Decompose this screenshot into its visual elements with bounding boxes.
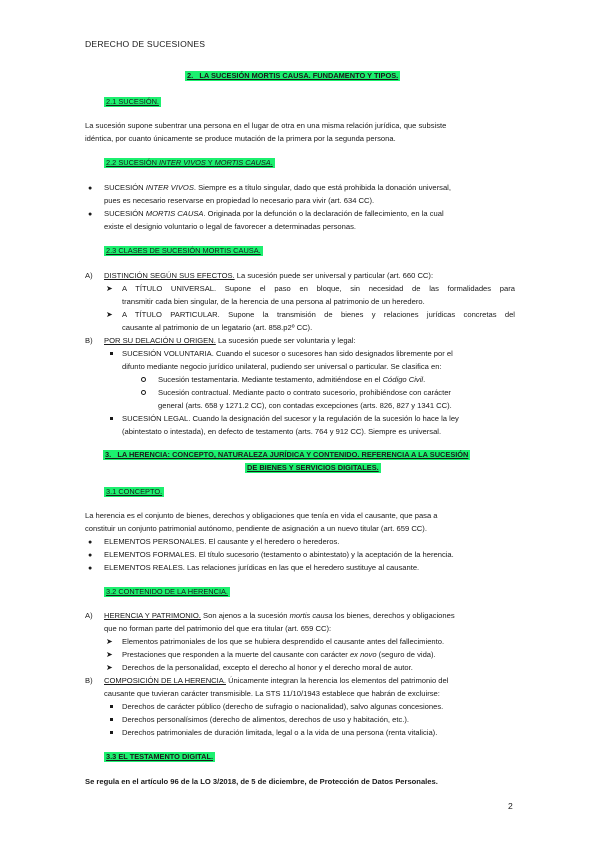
- item-delacion-origen: [104, 336, 356, 347]
- text: . Originada por la defunción o la declaración de fallecimiento, en la cual: [203, 209, 444, 218]
- list-marker-b: B): [85, 336, 93, 345]
- item-text: los bienes, derechos y obligaciones: [332, 611, 455, 620]
- elementos-formales: ELEMENTOS FORMALES. El título sucesorio (testamento o abintestato) y la aceptación de la herencia.: [104, 550, 454, 559]
- item-distincion-efectos: [104, 271, 433, 282]
- para-2-1-line1: La sucesión supone subentrar una persona en el lugar de otra en una misma relación jurídica, que subsiste: [85, 121, 447, 130]
- bullet-dot-icon: ●: [88, 539, 93, 546]
- item-text: Son ajenos a la sucesión: [200, 611, 290, 620]
- item-heading: COMPOSICIÓN DE LA HERENCIA.: [104, 676, 226, 685]
- title-part: .: [270, 158, 273, 167]
- item-herencia-patrimonio-line2: que no forman parte del patrimonio del que era titular (art. 659 CC):: [104, 624, 332, 633]
- arrow-bullet-icon: ➤: [106, 310, 113, 319]
- item-text-italic: mortis causa: [289, 611, 333, 620]
- sucesion-contractual-line2: general (arts. 658 y 1271.2 CC), con contadas excepciones (arts. 826, 827 y 1341 CC).: [158, 401, 452, 410]
- subsection-3-1-title: 3.1 CONCEPTO.: [106, 487, 163, 496]
- section-3-title-line2: DE BIENES Y SERVICIOS DIGITALES.: [247, 463, 379, 472]
- square-bullet-icon: [110, 705, 113, 708]
- bullet-inter-vivos: [104, 183, 451, 194]
- text: SUCESIÓN: [104, 183, 146, 192]
- derechos-personalisimos: Derechos personalísimos (derecho de alimentos, derechos de uso y habitación, etc.).: [122, 715, 410, 724]
- text: Prestaciones que responden a la muerte del causante con carácter: [122, 650, 350, 659]
- sucesion-voluntaria-line2: difunto mediante negocio jurídico unilateral, pudiendo ser universal o particular. Se clasifica en:: [122, 362, 442, 371]
- subsection-3-2-title: 3.2 CONTENIDO DE LA HERENCIA.: [106, 587, 228, 596]
- item-heading: HERENCIA Y PATRIMONIO.: [104, 611, 201, 620]
- bullet-dot-icon: ●: [88, 565, 93, 572]
- arrow-bullet-icon: ➤: [106, 663, 113, 672]
- item-text: La sucesión puede ser universal y particular (art. 660 CC):: [234, 271, 434, 280]
- derechos-patrimoniales-limitados: Derechos patrimoniales de duración limitada, legal o a la vida de una persona (renta vitalicia).: [122, 728, 438, 737]
- item-text: Únicamente integran la herencia los elementos del patrimonio del: [225, 676, 449, 685]
- page-number: 2: [508, 801, 513, 811]
- title-italic-inter-vivos: INTER VIVOS: [158, 158, 206, 167]
- sucesion-contractual-line1: Sucesión contractual. Mediante pacto o contrato sucesorio, prohibiéndose con carácter: [158, 388, 451, 397]
- item-text: La sucesión puede ser voluntaria y legal:: [215, 336, 356, 345]
- title-italic-mortis-causa: MORTIS CAUSA: [214, 158, 271, 167]
- subsection-2-1-title: 2.1 SUCESIÓN.: [106, 97, 159, 106]
- bullet-inter-vivos-line2: pues es necesario reservarse en propiedad lo necesario para vivir (art. 634 CC).: [104, 196, 375, 205]
- elementos-desprendidos: Elementos patrimoniales de los que se hubiera desprendido el causante antes del fallecimiento.: [122, 637, 445, 646]
- text-italic: INTER VIVOS: [145, 183, 194, 192]
- item-heading: POR SU DELACIÓN U ORIGEN.: [104, 336, 216, 345]
- para-3-3: Se regula en el artículo 96 de la LO 3/2018, de 5 de diciembre, de Protección de Datos Personales.: [85, 777, 438, 786]
- bullet-dot-icon: ●: [88, 185, 93, 192]
- square-bullet-icon: [110, 352, 113, 355]
- text-italic: MORTIS CAUSA: [145, 209, 204, 218]
- item-composicion-herencia: [104, 676, 448, 687]
- item-herencia-patrimonio: [104, 611, 455, 622]
- section-2-title: 2. LA SUCESIÓN MORTIS CAUSA. FUNDAMENTO Y TIPOS.: [187, 71, 399, 80]
- elementos-personales: ELEMENTOS PERSONALES. El causante y el heredero o herederos.: [104, 537, 340, 546]
- item-composicion-herencia-line2: causante que tuvieran carácter transmisible. La STS 11/10/1943 establece que habrán de excluirse:: [104, 689, 440, 698]
- text: SUCESIÓN: [104, 209, 146, 218]
- arrow-bullet-icon: ➤: [106, 284, 113, 293]
- subsection-3-3-title: 3.3 EL TESTAMENTO DIGITAL.: [106, 752, 214, 761]
- text: (seguro de vida).: [376, 650, 436, 659]
- derechos-personalidad: Derechos de la personalidad, excepto el derecho al honor y el derecho moral de autor.: [122, 663, 413, 672]
- subsection-2-3-title: 2.3 CLASES DE SUCESIÓN MORTIS CAUSA.: [106, 246, 261, 255]
- arrow-bullet-icon: ➤: [106, 637, 113, 646]
- square-bullet-icon: [110, 417, 113, 420]
- title-part: 2.2 SUCESIÓN: [106, 158, 159, 167]
- titulo-particular-line1: A TÍTULO PARTICULAR. Supone la transmisión de bienes y relaciones jurídicas concretas del: [122, 310, 515, 319]
- circle-bullet-icon: [141, 377, 146, 382]
- bullet-dot-icon: ●: [88, 552, 93, 559]
- list-marker-b: B): [85, 676, 93, 685]
- bullet-dot-icon: ●: [88, 211, 93, 218]
- subsection-2-2-title: [104, 158, 275, 168]
- titulo-universal-line1: A TÍTULO UNIVERSAL. Supone el paso en bloque, sin necesidad de las formalidades para: [122, 284, 515, 293]
- sucesion-testamentaria: [158, 375, 425, 386]
- titulo-particular-line2: causante al patrimonio de un legatario (art. 858.p2º CC).: [122, 323, 313, 332]
- circle-bullet-icon: [141, 390, 146, 395]
- text-italic: ex novo: [349, 650, 377, 659]
- list-marker-a: A): [85, 611, 93, 620]
- bullet-mortis-causa: [104, 209, 444, 220]
- text: . Siempre es a título singular, dado que está prohibida la donación universal,: [193, 183, 451, 192]
- section-3-title-line1: 3. LA HERENCIA: CONCEPTO, NATURALEZA JURÍDICA Y CONTENIDO. REFERENCIA A LA SUCESIÓN: [105, 450, 469, 459]
- title-part: Y: [205, 158, 215, 167]
- list-marker-a: A): [85, 271, 93, 280]
- running-header: DERECHO DE SUCESIONES: [85, 39, 206, 49]
- square-bullet-icon: [110, 731, 113, 734]
- square-bullet-icon: [110, 718, 113, 721]
- para-3-1-line2: constituir un conjunto patrimonial autónomo, pendiente de asignación a un nuevo titular (art. 659 CC).: [85, 524, 427, 533]
- sucesion-legal-line2: (abintestato o intestada), en defecto de testamento (arts. 764 y 912 CC). Siempre es universal.: [122, 427, 442, 436]
- sucesion-legal-line1: SUCESIÓN LEGAL. Cuando la designación del sucesor y la regulación de la sucesión lo hace la ley: [122, 414, 459, 423]
- prestaciones-muerte: [122, 650, 436, 661]
- item-heading: DISTINCIÓN SEGÚN SUS EFECTOS.: [104, 271, 235, 280]
- elementos-reales: ELEMENTOS REALES. Las relaciones jurídicas en las que el heredero sustituye al causante.: [104, 563, 420, 572]
- titulo-universal-line2: transmitir cada bien singular, de la herencia de una persona al patrimonio de un heredero.: [122, 297, 425, 306]
- bullet-mortis-causa-line2: existe el designio voluntario o legal de favorecer a determinadas personas.: [104, 222, 357, 231]
- text: Sucesión testamentaria. Mediante testamento, admitiéndose en el: [158, 375, 383, 384]
- text-italic: Código Civil: [382, 375, 424, 384]
- para-3-1-line1: La herencia es el conjunto de bienes, derechos y obligaciones que tenía en vida el causante, que pasa a: [85, 511, 438, 520]
- text: .: [423, 375, 426, 384]
- para-2-1-line2: idéntica, por cuanto únicamente se produce mutación de la primera por la segunda persona.: [85, 134, 396, 143]
- arrow-bullet-icon: ➤: [106, 650, 113, 659]
- sucesion-voluntaria-line1: SUCESIÓN VOLUNTARIA. Cuando el sucesor o sucesores han sido designados libremente por el: [122, 349, 453, 358]
- derechos-caracter-publico: Derechos de carácter público (derecho de sufragio o nacionalidad), salvo algunas concesiones.: [122, 702, 444, 711]
